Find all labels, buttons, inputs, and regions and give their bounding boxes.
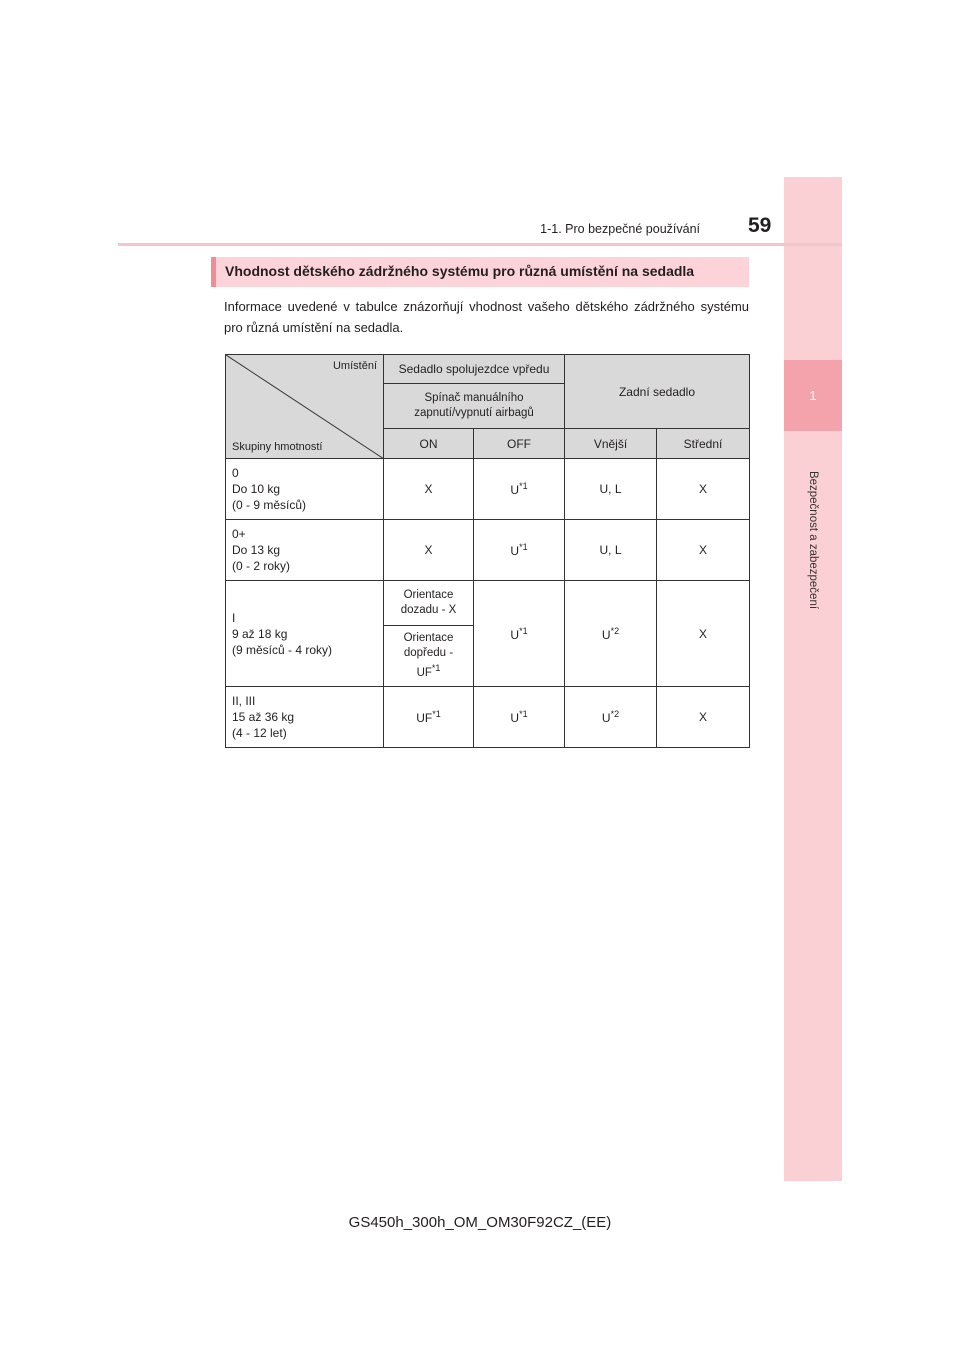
section-path: 1-1. Pro bezpečné používání [540, 222, 700, 236]
cell-on: X [384, 520, 474, 581]
document-code: GS450h_300h_OM_OM30F92CZ_(EE) [348, 1214, 612, 1231]
footnote-ref: *1 [519, 542, 528, 552]
cell-outer: U, L [565, 459, 657, 520]
cell-value: U [510, 483, 520, 497]
group-name: I [232, 610, 236, 625]
cell-center: X [657, 459, 750, 520]
table-row [226, 581, 750, 626]
table-row [226, 459, 750, 520]
chapter-number-tab [784, 360, 842, 431]
group-name: 0+ [232, 527, 246, 541]
group-weight: 15 až 36 kg [232, 710, 295, 724]
cell-outer [565, 687, 657, 748]
header-divider [118, 243, 842, 246]
cell-off [474, 581, 565, 687]
cell-value-wrap [384, 631, 473, 681]
cell-center: X [657, 520, 750, 581]
weight-group-cell [226, 687, 384, 748]
front-passenger-header: Sedadlo spolujezdce vpředu [384, 355, 565, 384]
footnote-ref: *1 [519, 481, 528, 491]
page-number: 59 [748, 214, 772, 237]
section-heading: Vhodnost dětského zádržného systému pro různá umístění na sedadla [225, 263, 695, 279]
group-name: II, III [232, 694, 256, 708]
rear-seat-header: Zadní sedadlo [565, 355, 750, 429]
chapter-number: 1 [809, 388, 817, 403]
col-header-outer: Vnější [565, 429, 657, 459]
col-header-on: ON [384, 429, 474, 459]
footnote-ref: *2 [610, 709, 620, 719]
cell-on [384, 687, 474, 748]
cell-on-rear-facing [384, 581, 474, 626]
cell-off [474, 520, 565, 581]
cell-value: U [601, 711, 611, 725]
airbag-switch-label: Spínač manuálního zapnutí/vypnutí airbagů [414, 392, 534, 419]
cell-outer [565, 581, 657, 687]
footnote-ref: *1 [519, 625, 528, 636]
cell-on-forward-facing [384, 626, 474, 687]
group-age: (4 - 12 let) [232, 726, 287, 740]
cell-value: UF [416, 711, 433, 725]
col-header-center: Střední [657, 429, 750, 459]
corner-label-weight-groups: Skupiny hmotností [232, 441, 323, 453]
table-row [226, 687, 750, 748]
weight-group-cell [226, 459, 384, 520]
corner-label-position: Umístění [332, 360, 377, 372]
group-name: 0 [232, 466, 239, 480]
weight-group-cell [226, 520, 384, 581]
table-row [226, 520, 750, 581]
cell-value: U [510, 711, 520, 725]
group-age: (9 měsíců - 4 roky) [232, 642, 333, 657]
group-weight: Do 13 kg [232, 543, 281, 557]
suitability-table [225, 354, 750, 748]
section-heading-bar [211, 257, 749, 287]
intro-paragraph: Informace uvedené v tabulce znázorňují vhodnost vašeho dětského zádržného systému pro různá umístění na sedadla. [224, 299, 749, 335]
airbag-switch-header [384, 384, 565, 429]
group-weight: Do 10 kg [232, 482, 281, 496]
footnote-ref: *2 [610, 625, 620, 636]
cell-value: U [601, 627, 611, 642]
group-age: (0 - 9 měsíců) [232, 498, 307, 512]
footnote-ref: *1 [431, 663, 441, 674]
group-weight: 9 až 18 kg [232, 626, 288, 641]
footnote-ref: *1 [519, 709, 528, 719]
cell-value: U [510, 627, 520, 642]
cell-value: U [510, 544, 520, 558]
footnote-ref: *1 [432, 709, 441, 719]
weight-group-cell [226, 581, 384, 687]
cell-value: Orientace dopředu - UF [403, 632, 454, 679]
cell-value: Orientace dozadu - X [400, 589, 457, 616]
chapter-side-tab [784, 177, 842, 1181]
cell-center: X [657, 687, 750, 748]
chapter-label: Bezpečnost a zabezpečení [807, 470, 819, 610]
group-age: (0 - 2 roky) [232, 559, 291, 573]
table-corner-cell [226, 355, 384, 459]
col-header-off: OFF [474, 429, 565, 459]
cell-outer: U, L [565, 520, 657, 581]
cell-center: X [657, 581, 750, 687]
cell-off [474, 459, 565, 520]
cell-on: X [384, 459, 474, 520]
cell-off [474, 687, 565, 748]
